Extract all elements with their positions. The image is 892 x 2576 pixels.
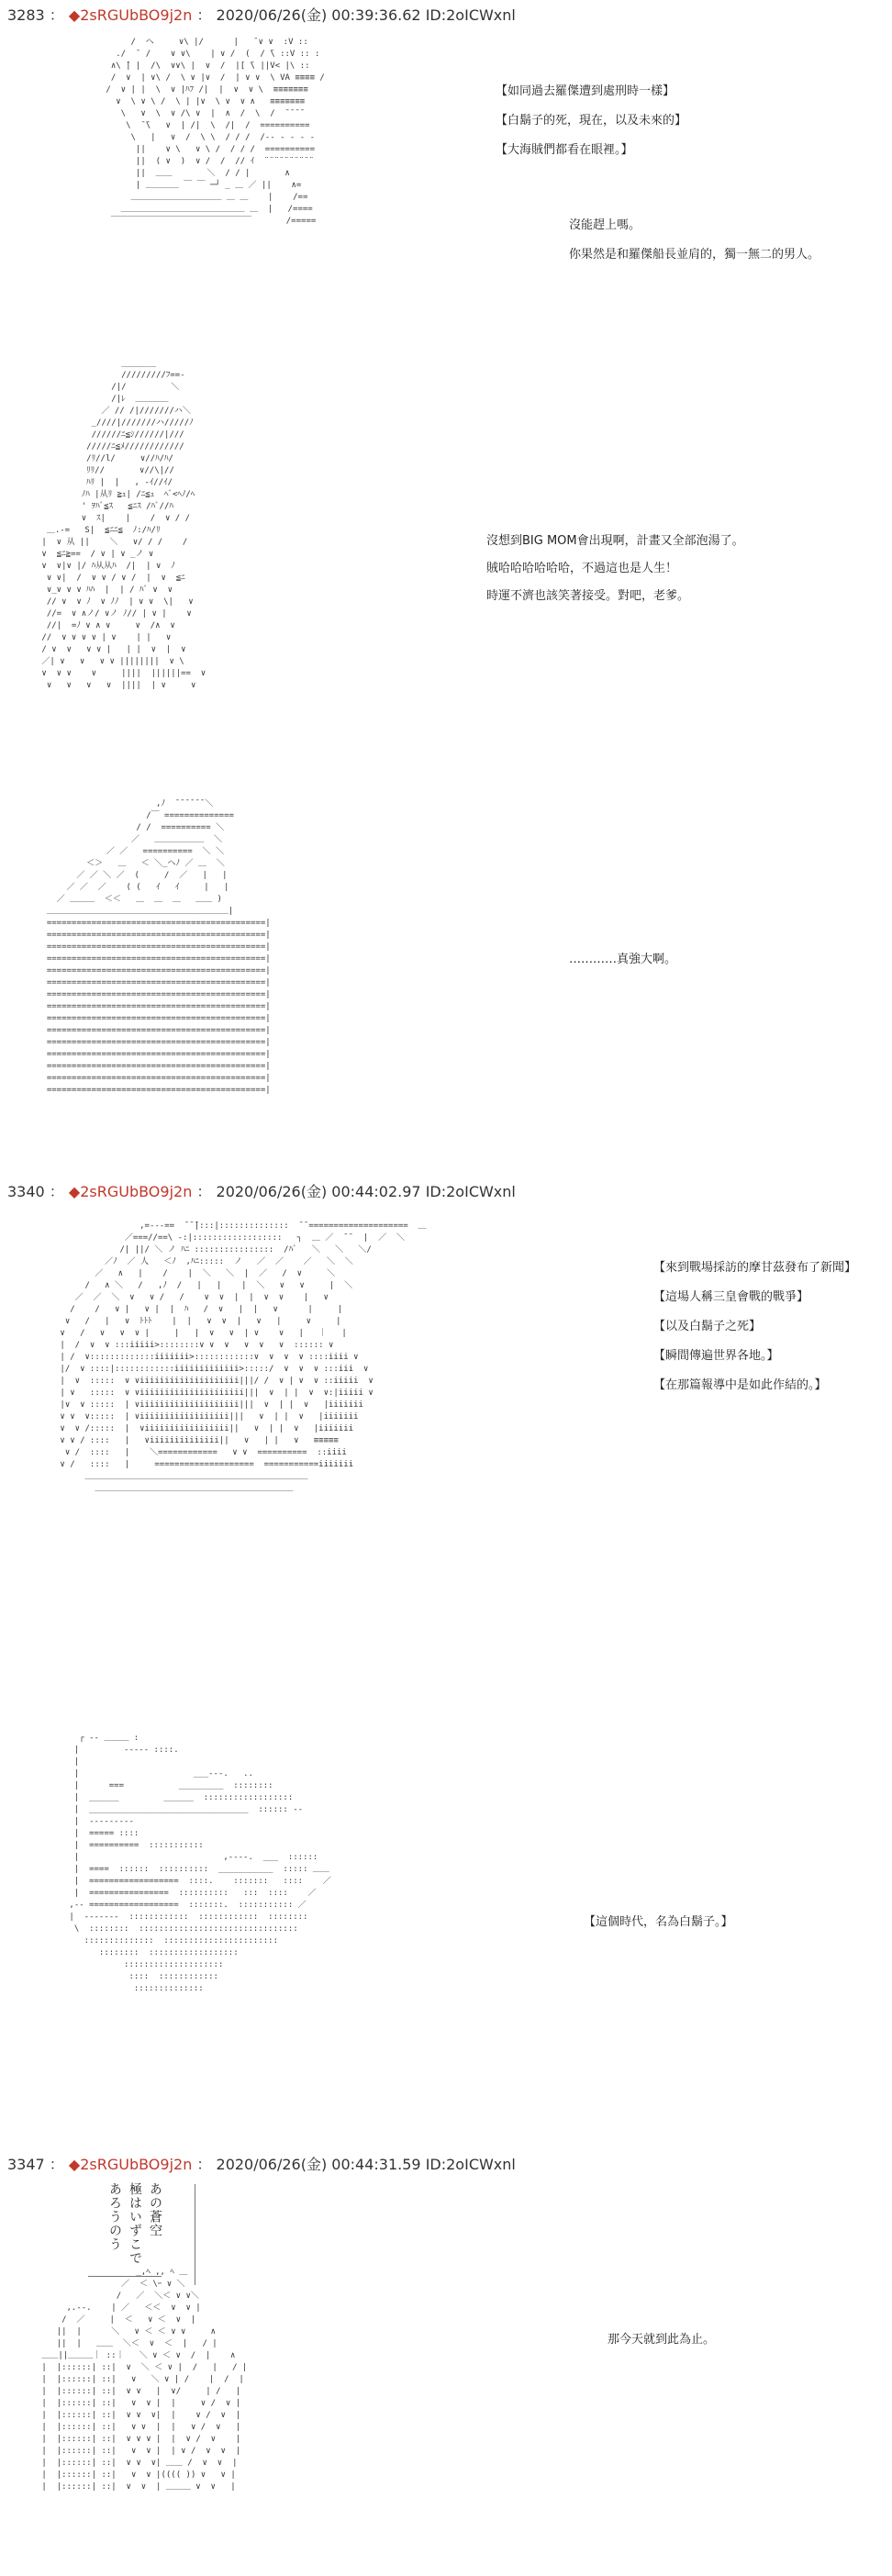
dialogue-line: 賊哈哈哈哈哈哈，不過這也是人生！ [486, 562, 678, 575]
ascii-art-pirates: / ヘ ∨\ |/ | ̄ ∨ ∨ :V :: ./ ̄ / ∨ ∨\ | ∨ / ( / ̄\ ::V :: : ∧\ ̄| | /\ ∨∨\ | ∨ / |[ ̄\ ||V< |\ :: / ∨ | ∨\ / \ ∨ |∨ / | ∨ ∨ \ VA ≡≡≡≡ / / ∨ | | \ ∨ |ﾊﾌ /| | ∨ ∨ \ ≡≡≡≡≡≡≡ ∨ \ ∨ \ / \ | |∨ \ ∨ ∨ ∧ ≡≡≡≡≡≡≡ \ ∨ \ ∨ /\ ∨ | ∧ / \ / ̄ ̄ ̄ ̄ \ ̄ ̄\ ∨ | /| \ /| / ========== \ | ∨ / \ \ / / / /-- - - - - || ∨ \ ∨ \ / / / / ========== || ( ∨ ) ∨ / / // ｲ ¨¨¨¨¨¨¨¨¨¨ || ＿＿ ＼ / / | ∧ | ＿＿＿＿ ￣ ￣ ─┘ _ ＿ ／ || ∧= ＿＿＿＿＿＿＿＿＿＿＿ ＿ ＿ | /== ＿＿＿＿＿＿＿＿＿＿＿＿＿＿＿ ＿ | /==== ￣￣￣￣￣￣￣￣￣￣￣￣￣￣￣￣￣ /===== [106, 38, 325, 226]
narration-line: 【大海賊們都看在眼裡。】 [496, 143, 633, 157]
post-header [7, 1180, 516, 1201]
narration-line: 【白鬍子的死，現在，以及未來的】 [496, 114, 687, 128]
dialogue-line: 沒想到BIG MOM會出現啊，計畫又全部泡湯了。 [486, 534, 744, 548]
post-header [7, 4, 516, 25]
narration-line: 【這場人稱三皇會戰的戰爭】 [653, 1290, 809, 1304]
dialogue-line: …………真強大啊。 [569, 953, 677, 966]
narration-line: 【在那篇報導中是如此作結的。】 [653, 1378, 827, 1392]
dialogue-line: 你果然是和羅傑船長並肩的，獨一無二的男人。 [569, 248, 820, 262]
post-number[interactable]: 3340 [7, 1183, 45, 1200]
ascii-art-blackbeard: _______ /////////ﾌ==- /|/ ＼ /|ﾚ ＿＿＿＿ ／ // /|///////ハ＼ _////|///////ハ/////ﾉ //////ﾆ≦ｼ//////|/// /////ﾆ≦ﾒ//////////// /ﾘ//l/ ∨//ﾊ/ﾊ/ ﾘﾘ// ∨//\|// ﾊﾘ | | , -ｲ//ｲ/ ﾉﾊ |从ﾘ ≧ｭ| /ﾆ≦ｭ ﾍﾞ<ﾍﾉ/ﾍ ' ｦﾊﾞ≦ｽ ≦ﾆｽ /ﾊﾞ//ﾊ ∨ ｽ| | / ∨ / / ＿.-= S| ≦ﾆﾆ≦ ﾉ:/ﾊ/ﾘ | ∨ 从 || ＼ ∨/ / / / ∨ ≦ﾆ≧== / ∨ | ∨ _ノ ∨ ∨ ∨|∨ |/ ﾊ从从ﾊ /| | ∨ ﾉ ∨ ∨| / ∨ ∨ / ∨ / | ∨ ≦ﾆ ∨_∨ ∨ ∨ ﾊﾊ | | / ﾊﾞ ∨ ∨ // ∨ ∨ ﾉ ∨ ﾉﾉ | ∨ ∨ \| ∨ //= ∨ ∧ノ/ ∨ノ ﾉ// | ∨ | ∨ //| =ﾉ ∨ ∧ ∨ ∨ /∧ ∨ // ∨ ∨ ∨ ∨ | ∨ | | ∨ / ∨ ∨ ∨ ∨ | | | ∨ | ∨ ／| ∨ ∨ ∨ ∨ |||||||| ∨ \ ∨ ∨ ∨ ∨ |||| ||||||== ∨ ∨ ∨ ∨ ∨ |||| | ∨ ∨ [41, 359, 206, 690]
narration-line: 【瞬間傳遍世界各地。】 [653, 1349, 779, 1363]
closing-line: 那今天就到此為止。 [608, 2333, 716, 2347]
post-separator: ： [44, 2156, 64, 2173]
dialogue-line: 沒能趕上嗎。 [569, 218, 641, 232]
ascii-art-bigmom: ,ﾉ ̄ ̄ ̄ ̄ ̄ ̄ ＼ /￣ ============== / / ========== ＼ ／ ＿＿＿＿＿＿ ＼ ／ ／ ========== ＼ ＼ ＜＞ ＿ ＜ ＼_ヘﾉ ／ ＿ ＼ ／ ／ ＼ ／ ( / ／ | | ／ ／ ／ ( ( ｲ ｲ | | ／ ＿＿＿ ＜＜ ＿ ＿ ＿ ＿＿ ) ＿＿＿＿＿＿＿＿＿＿＿＿＿＿＿＿＿＿＿＿＿＿| ============================================| ============================================| ============================================| ============================================| ============================================| ============================================| ============================================| ============================================| ============================================| ============================================| ============================================| ============================================| ============================================| ============================================| ============================================| [46, 799, 271, 1095]
ascii-art-whitebeard-final: _,ﾍ ,, ﾍ ＿ ／ ＜ \ｰ ∨ ＼ / ／ ＼＜ ∨ ∨＼ ,.--. | ／ ＜＜ ∨ ∨ | / ／ | ＜ ∨ ＜ ∨ | || | ＼ ∨ ＜ ＜ ∨ ∨ ∧ || | ＿＿ ＼＜ ∨ ＜ | / | ＿＿||＿＿＿｜ ::｜ ＼ ∨ ＜ ∨ / | ∧ | |::::::| ::| ∨ ＼ ＜ ∨ | / | / | | |::::::| ::| ∨ ＼ ∨ | / | / | | |::::::| ::| ∨ ∨ | ∨/ | / | | |::::::| ::| ∨ ∨ | | ∨ / ∨ | | |::::::| ::| ∨ ∨ ∨| | ∨ / ∨ | | |::::::| ::| ∨ ∨ | | ∨ / ∨ | | |::::::| ::| ∨ ∨ ∨ | | ∨ / ∨ | | |::::::| ::| ∨ ∨ | | ∨ / ∨ ∨ | | |::::::| ::| ∨ ∨ ∨| ＿＿ / ∨ ∨ | | |::::::| ::| ∨ ∨ |(((( )) ∨ ∨ | | |::::::| ::| ∨ ∨ | ＿＿＿ ∨ ∨ | [41, 2268, 248, 2492]
post-header [7, 2153, 516, 2174]
post-separator: ： [44, 1183, 64, 1200]
vertical-text-column: 極はいずこで [128, 2182, 142, 2265]
vertical-text-column: あろうのう [107, 2182, 122, 2251]
narration-line: 【以及白鬍子之死】 [653, 1320, 762, 1333]
narration-line: 【如同過去羅傑遭到處刑時一樣】 [496, 84, 675, 98]
post-author[interactable]: ◆2sRGUbBO9j2n [68, 1183, 193, 1200]
post-author[interactable]: ◆2sRGUbBO9j2n [68, 2156, 193, 2173]
post-meta: ： 2020/06/26(金) 00:44:02.97 ID:2oICWxnl [192, 1183, 516, 1200]
ascii-art-whitebeard-death: ,=---== ̄ ̄ ̄|:::|:::::::::::::: ̄ ̄ ==================== ＿ ／===//==\ -:|:::::::::::::::::: ┐ ＿ ／ ̄ ̄ | ／ ＼ /| ||/ ＼ ノ ﾊﾆ :::::::::::::::: /ﾊﾞ ＼ ＼ ＼/ ／ﾉ ／ 人 ＜ﾉ ,ﾊﾆ::::: ノ ／ ／ ／ ＼ ＼ ／ ∧ | / | ＼ ＼ | ／ / ∨ ＼ / ∧ ＼ / ,ﾉ / | | | ＼ ∨ ∨ | ＼ ／ ／ ＼ ∨ ∨ / / ∨ ∨ | | ∨ ∨ | ∨ / / ∨ | ∨ | | ﾊ / ∨ | | ∨ | | ∨ / | ∨ ﾄﾄﾄ | | ∨ ∨ | ∨ | ∨ | ∨ / ∨ ∨ ∨ | | | ∨ ∨ | ∨ ∨ | ｜ | | / ∨ ∨ :::iiiii>::::::::∨ ∨ ∨ ∨ ∨ ∨ :::::: ∨ | / ∨:::::::::::::iiiiiii>::::::::::::∨ ∨ ∨ ∨ ::::iiii ∨ |/ ∨ ::::|::::::::::::iiiiiiiiiiiii>:::::/ ∨ ∨ ∨ :::iii ∨ | ∨ ::::: ∨ ∨iiiiiiiiiiiiiiiiiiii|||/ / ∨ | ∨ ∨ ::iiiii ∨ | ∨ ::::: ∨ ∨iiiiiiiiiiiiiiiiiiiii||| ∨ | | ∨ ∨:|iiiii ∨ |∨ ∨ ::::: | ∨iiiiiiiiiiiiiiiiiiii||| ∨ | | ∨ |iiiiiii ∨ ∨ ∨::::: | ∨iiiiiiiiiiiiiiiiii||| ∨ | | ∨ |iiiiiii ∨ ∨ /::::: | ∨iiiiiiiiiiiiiiiii|| ∨ | | ∨ |iiiiiii ∨ ∨ / :::: | ∨iiiiiiiiiiiiii|| ∨ | | ∨ ≡≡≡≡≡ ∨ / :::: | ＼============ ∨ ∨ ========== ::iiii ∨ / :::: | ==================== ===========iiiiiii ＿＿＿＿＿＿＿＿＿＿＿＿＿＿＿＿＿＿＿＿＿＿＿＿＿＿＿ ＿＿＿＿＿＿＿＿＿＿＿＿＿＿＿＿＿＿＿＿＿＿＿＿ [60, 1221, 427, 1493]
dialogue-line: 時運不濟也該笑著接受。對吧，老爹。 [486, 589, 690, 603]
vertical-text-column: あの蒼空 [148, 2182, 162, 2237]
post-number[interactable]: 3347 [7, 2156, 45, 2173]
narration-line: 【這個時代，名為白鬍子。】 [584, 1915, 733, 1929]
ascii-art-clouds: ┌ -- ＿＿＿ : | ----- ::::. | | ___---. .. | === _________ :::::::: | ______ ______ :::::::::::::::::: | ________________________________ :::::: -- | --------- | ===== :::: | ========== ::::::::::: | ,----. ___ :::::: | ==== :::::: :::::::::: ___________ ::::: ＿＿ | ================== ::::. ::::::: :::: ／ | ================ :::::::::: ::: :::: ／ ,-- ================== :::::::. ::::::::::: ／ | ------- :::::::::::: :::::::::::: :::::::: \ :::::::: :::::::::::::::::::::::::::::::: :::::::::::::: ::::::::::::::::::::::: :::::::: :::::::::::::::::: :::::::::::::::::::: :::: :::::::::::: :::::::::::::: [69, 1734, 331, 1993]
narration-line: 【來到戰場採訪的摩甘茲發布了新聞】 [653, 1261, 857, 1275]
post-meta: ： 2020/06/26(金) 00:39:36.62 ID:2oICWxnl [192, 6, 516, 24]
post-author[interactable]: ◆2sRGUbBO9j2n [68, 6, 193, 24]
post-number[interactable]: 3283 [7, 6, 45, 24]
post-separator: ： [44, 6, 64, 24]
post-meta: ： 2020/06/26(金) 00:44:31.59 ID:2oICWxnl [192, 2156, 516, 2173]
